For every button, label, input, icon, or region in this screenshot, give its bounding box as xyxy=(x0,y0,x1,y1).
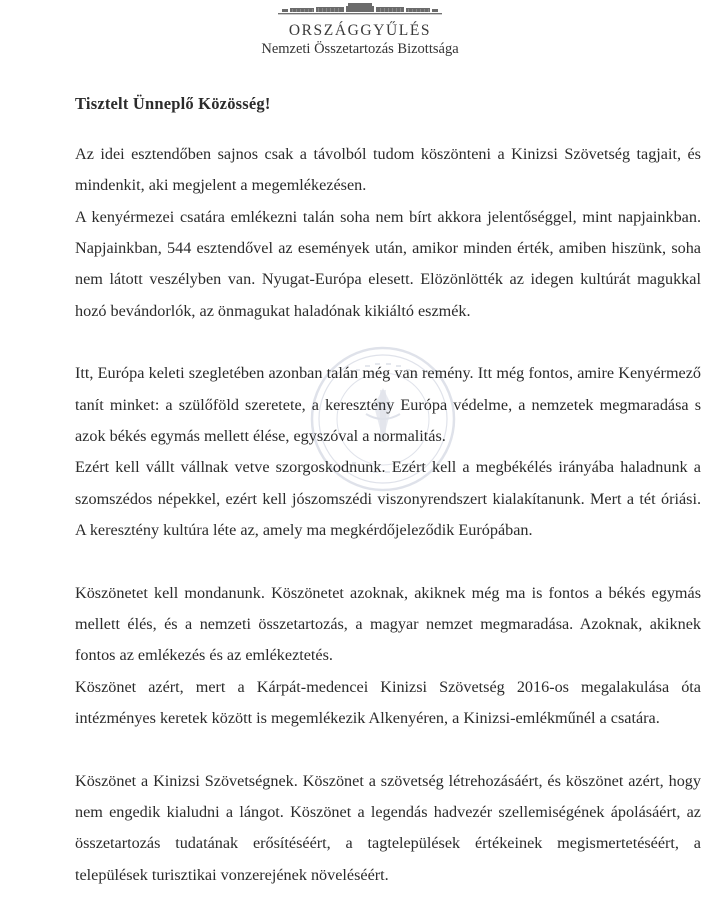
paragraph-spacer xyxy=(75,547,701,578)
paragraph-6: Köszönet azért, mert a Kárpát-medencei Kinizsi Szövetség 2016-os megalakulása óta intézményes keretek között is megemlékezik Alkenyéren, a Kinizsi-emlékműnél a csatára. xyxy=(75,677,701,728)
letterhead xyxy=(0,0,720,58)
parliament-building-icon xyxy=(260,1,460,21)
letter-body xyxy=(75,92,701,891)
organization-name: ORSZÁGGYŰLÉS xyxy=(288,22,432,39)
paragraph-1: Az idei esztendőben sajnos csak a távolból tudom köszönteni a Kinizsi Szövetség tagjait, és mindenkit, aki megjelent a megemlékezésen. xyxy=(75,144,701,195)
committee-name: Nemzeti Összetartozás Bizottsága xyxy=(261,40,459,57)
paragraph-7: Köszönet a Kinizsi Szövetségnek. Köszönet a szövetség létrehozásáért, és köszönet azért, hogy nem engedik kialudni a lángot. Köszönet a legendás hadvezér szellemiségének ápolásáért, az összetartozás tudatának erősítéséért, a tagtelepülések értékeinek megismertetéséért, a települések turisztikai vonzerejének növeléséért. xyxy=(75,771,701,884)
paragraph-2: A kenyérmezei csatára emlékezni talán soha nem bírt akkora jelentőséggel, mint napjainkban. Napjainkban, 544 esztendővel az események után, amikor minden érték, amiben hiszünk, soha nem látott veszélyben van. Nyugat-Európa elesett. Elözönlötték az idegen kultúrát magukkal hozó bevándorlók, az önmagukat haladónak kikiáltó eszmék. xyxy=(75,207,701,320)
paragraph-spacer xyxy=(75,735,701,766)
paragraph-3: Itt, Európa keleti szegletében azonban talán még van remény. Itt még fontos, amire Kenyérmező tanít minket: a szülőföld szeretete, a keresztény Európa védelme, a nemzetek megmaradása s azok békés egymás mellett élése, egyszóval a normalitás. xyxy=(75,364,701,445)
paragraph-5: Köszönetet kell mondanunk. Köszönetet azoknak, akiknek még ma is fontos a békés egymás mellett élés, és a nemzeti összetartozás, a magyar nemzet megmaradása. Azoknak, akiknek fontos az emlékezés és az emlékeztetés. xyxy=(75,583,701,665)
paragraph-4: Ezért kell vállt vállnak vetve szorgoskodnunk. Ezért kell a megbékélés irányába haladnunk a szomszédos népekkel, ezért kell jószomszédi viszonyrendszert kialakítanunk. Mert a tét óriási. A keresztény kultúra léte az, amely ma megkérdőjeleződik Európában. xyxy=(75,458,701,540)
salutation: Tisztelt Ünneplő Közösség! xyxy=(75,94,271,113)
paragraph-spacer xyxy=(75,327,701,358)
